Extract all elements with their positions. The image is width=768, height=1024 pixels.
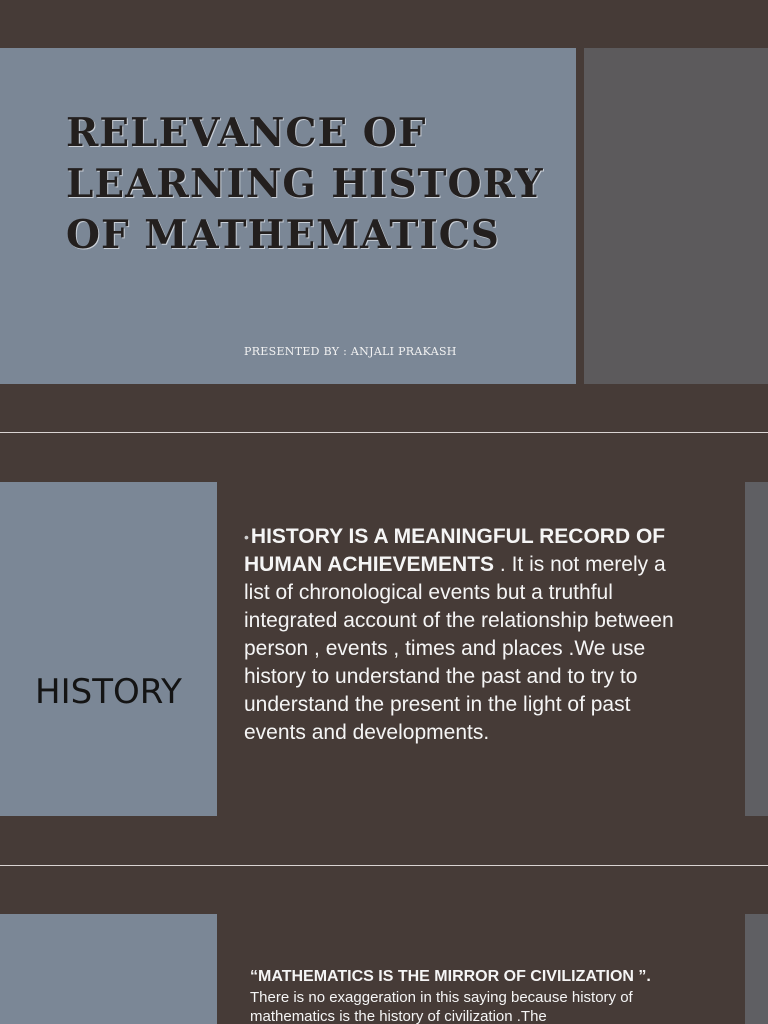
label-panel — [0, 914, 217, 1024]
title-line-2: LEARNING HISTORY — [66, 161, 544, 207]
right-strip — [745, 482, 768, 816]
bullet-dot-icon: • — [244, 529, 249, 545]
slide-title — [66, 108, 546, 261]
presenter-credit: PRESENTED BY : ANJALI PRAKASH — [244, 345, 457, 358]
title-line-1: RELEVANCE OF — [66, 110, 427, 156]
civilization-slide[interactable] — [0, 866, 768, 1024]
quote-block — [250, 966, 700, 1024]
title-slide[interactable] — [0, 0, 768, 432]
section-label: HISTORY — [35, 672, 182, 712]
history-slide[interactable] — [0, 433, 768, 865]
right-strip — [745, 914, 768, 1024]
history-lead: HISTORY IS A MEANINGFUL RECORD OF HUMAN ACHIEVEMENTS — [244, 525, 666, 576]
side-panel — [584, 48, 768, 384]
history-body: . It is not merely a list of chronological events but a truthful integrated account of the relationship between person , events , times and places .We use history to understand the past and to try to understand the present in the light of past events and developments. — [244, 553, 674, 744]
history-bullet — [244, 523, 696, 747]
title-line-3: OF MATHEMATICS — [66, 212, 500, 258]
quote-title: “MATHEMATICS IS THE MIRROR OF CIVILIZATION ”. — [250, 968, 651, 985]
label-panel — [0, 482, 217, 816]
quote-body: There is no exaggeration in this saying because history of mathematics is the history of civilization .The — [250, 989, 633, 1024]
